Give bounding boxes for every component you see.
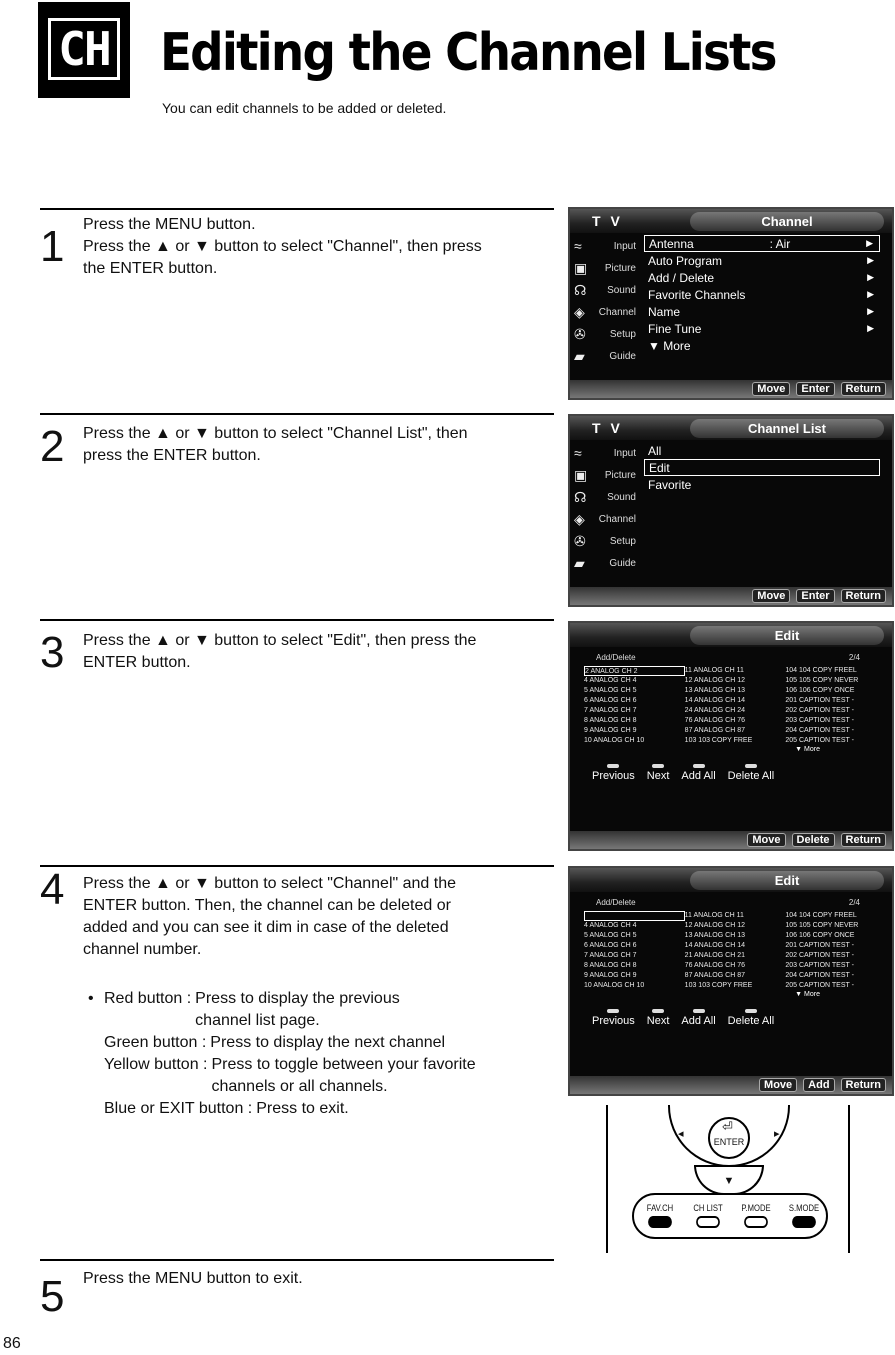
channel-item: 204 CAPTION TEST - [785, 727, 854, 734]
step-divider [40, 865, 554, 867]
add-all-button: Add All [681, 764, 715, 782]
hint-move: Move [747, 833, 785, 847]
hint-return: Return [841, 1078, 886, 1092]
step-line: Press the ▲ or ▼ button to select "Edit", then press the [83, 632, 477, 649]
guide-icon: ▰ [574, 554, 585, 571]
hint-move: Move [759, 1078, 797, 1092]
side-item-channel [570, 508, 644, 530]
edit-header [570, 647, 892, 666]
picture-icon: ▣ [574, 466, 588, 483]
menu-item-add-delete [644, 269, 880, 286]
osd-title: Channel [690, 212, 884, 231]
channel-item: 8 ANALOG CH 8 [584, 962, 637, 969]
step-number: 2 [40, 422, 65, 471]
page-number: 86 [3, 1335, 21, 1352]
step-number: 3 [40, 628, 65, 677]
channel-column [785, 911, 886, 991]
step-number: 1 [40, 222, 65, 271]
side-item-guide [570, 552, 644, 574]
step-line: Press the MENU button. [83, 216, 256, 233]
left-arrow-icon: ◂ [678, 1128, 684, 1140]
channel-item: 10 ANALOG CH 10 [584, 982, 645, 989]
hint-add: Add [803, 1078, 834, 1092]
menu-item-name [644, 303, 880, 320]
channel-item-deleted [584, 911, 685, 921]
step-divider [40, 619, 554, 621]
menu-item-favorite-channels [644, 286, 880, 303]
step-line: Press the ▲ or ▼ button to select "Channel" and the [83, 875, 457, 892]
osd-menu-list [644, 235, 892, 367]
tv-osd-channel-menu [568, 207, 894, 400]
menu-item-label: Fine Tune [648, 321, 702, 336]
button-label: P.MODE [741, 1203, 771, 1213]
input-icon: ≈ [574, 238, 582, 254]
osd-tv-label: T V [592, 420, 623, 436]
input-icon: ≈ [574, 445, 582, 461]
help-desc: Press to display the previous channel list page. [195, 990, 400, 1029]
channel-item: 6 ANALOG CH 6 [584, 942, 637, 949]
osd-title: Channel List [690, 419, 884, 438]
step-3-text [83, 630, 545, 674]
channel-item: 7 ANALOG CH 7 [584, 952, 637, 959]
page-subtitle: You can edit channels to be added or deleted. [162, 100, 447, 116]
menu-item-fine-tune [644, 320, 880, 337]
osd-body [570, 233, 892, 367]
menu-item-label: Favorite [648, 477, 692, 492]
channel-item: 12 ANALOG CH 12 [684, 922, 745, 929]
guide-icon: ▰ [574, 347, 585, 364]
remote-edge [848, 1105, 850, 1253]
channel-item: 2 ANALOG CH 2 [584, 666, 685, 676]
channel-item: 106 106 COPY ONCE [785, 932, 855, 939]
channel-item: 203 CAPTION TEST - [785, 717, 854, 724]
menu-item-more [644, 337, 880, 354]
next-button: Next [647, 1009, 670, 1027]
menu-item-antenna [644, 235, 880, 252]
side-item-picture [570, 464, 644, 486]
side-item-setup [570, 323, 644, 345]
side-item-label: Sound [607, 284, 636, 296]
osd-titlebar [570, 416, 892, 440]
channel-item: 104 104 COPY FREEL [785, 667, 857, 674]
side-item-guide [570, 345, 644, 367]
step-line: added and you can see it dim in case of the deleted [83, 919, 449, 936]
channel-column [685, 911, 786, 991]
button-label: CH LIST [693, 1203, 723, 1213]
tv-osd-edit-list [568, 621, 894, 851]
edit-color-buttons [570, 756, 892, 782]
side-item-label: Input [613, 240, 636, 252]
next-button: Next [647, 764, 670, 782]
side-item-label: Setup [609, 328, 636, 340]
channel-item: 5 ANALOG CH 5 [584, 932, 637, 939]
help-desc: Press to toggle between your favorite channels or all channels. [211, 1056, 476, 1095]
osd-titlebar [570, 623, 892, 647]
channel-item: 14 ANALOG CH 14 [684, 942, 745, 949]
bullet: • [88, 990, 94, 1007]
menu-item-label: Favorite Channels [648, 287, 746, 302]
channel-grid [570, 666, 892, 746]
channel-item: 4 ANALOG CH 4 [584, 677, 637, 684]
channel-item: 103 103 COPY FREE [684, 982, 753, 989]
menu-item-favorite [644, 476, 880, 493]
side-item-input [570, 235, 644, 257]
help-key: Red button : [104, 990, 192, 1007]
channel-item: 9 ANALOG CH 9 [584, 972, 637, 979]
step-number: 5 [40, 1272, 65, 1321]
channel-grid [570, 911, 892, 991]
tv-osd-channel-list [568, 414, 894, 607]
help-row [88, 988, 538, 1032]
tv-osd-edit-list-deleted [568, 866, 894, 1096]
hint-move: Move [752, 589, 790, 603]
osd-hint-bar [570, 587, 892, 605]
chapter-badge-label: CH [48, 18, 120, 80]
osd-hint-bar [570, 1076, 892, 1094]
osd-titlebar [570, 868, 892, 892]
help-row [88, 1098, 538, 1120]
channel-item: 106 106 COPY ONCE [785, 687, 855, 694]
channel-item: 204 CAPTION TEST - [785, 972, 854, 979]
side-item-label: Guide [609, 350, 636, 362]
delete-all-button: Delete All [728, 764, 774, 782]
menu-item-label: Antenna [649, 236, 694, 251]
step-number: 4 [40, 865, 65, 914]
side-item-channel [570, 301, 644, 323]
channel-item: 105 105 COPY NEVER [785, 677, 859, 684]
menu-item-all [644, 442, 880, 459]
step-line: Press the ▲ or ▼ button to select "Channel List", then [83, 425, 468, 442]
channel-item: 13 ANALOG CH 13 [684, 687, 745, 694]
edit-mode-label: Add/Delete [596, 653, 636, 662]
help-desc: Press to exit. [256, 1100, 349, 1117]
side-item-label: Setup [609, 535, 636, 547]
osd-side-menu [570, 442, 644, 574]
osd-title: Edit [690, 871, 884, 890]
channel-item: 5 ANALOG CH 5 [584, 687, 637, 694]
menu-item-label: ▼ More [648, 338, 691, 353]
channel-item: 9 ANALOG CH 9 [584, 727, 637, 734]
down-arrow-button: ▼ [694, 1165, 764, 1195]
arrow-right-icon: ▶ [866, 238, 873, 248]
edit-color-buttons [570, 1001, 892, 1027]
sound-icon: ☊ [574, 488, 587, 505]
add-all-button: Add All [681, 1009, 715, 1027]
side-item-sound [570, 486, 644, 508]
previous-button: Previous [592, 1009, 635, 1027]
channel-item: 201 CAPTION TEST - [785, 942, 854, 949]
osd-menu-list [644, 442, 892, 574]
channel-item: 202 CAPTION TEST - [785, 707, 854, 714]
step-2-text [83, 423, 545, 467]
hint-enter: Enter [796, 589, 834, 603]
arrow-right-icon: ▶ [867, 323, 874, 333]
osd-title: Edit [690, 626, 884, 645]
channel-item: 14 ANALOG CH 14 [684, 697, 745, 704]
menu-item-value: : Air [769, 236, 791, 251]
menu-item-label: Auto Program [648, 253, 723, 268]
hint-return: Return [841, 589, 886, 603]
side-item-label: Channel [598, 306, 636, 318]
step-line: Press the ▲ or ▼ button to select "Channel", then press [83, 238, 482, 255]
channel-column [584, 666, 685, 746]
menu-item-label: Edit [649, 460, 670, 475]
step-divider [40, 208, 554, 210]
arrow-right-icon: ▶ [867, 272, 874, 282]
fav-ch-button [643, 1203, 677, 1228]
channel-item: 201 CAPTION TEST - [785, 697, 854, 704]
help-key: Yellow button : [104, 1056, 208, 1073]
side-item-label: Picture [604, 262, 636, 274]
remote-control-illustration [598, 1105, 860, 1253]
color-button-help [88, 988, 538, 1120]
s-mode-button [787, 1203, 821, 1228]
setup-icon: ✇ [574, 532, 586, 549]
osd-body [570, 440, 892, 574]
channel-item: 76 ANALOG CH 76 [684, 962, 745, 969]
previous-button: Previous [592, 764, 635, 782]
step-divider [40, 413, 554, 415]
setup-icon: ✇ [574, 325, 586, 342]
menu-item-label: All [648, 443, 662, 458]
channel-icon: ◈ [574, 303, 585, 320]
edit-page-indicator: 2/4 [848, 898, 860, 907]
menu-item-edit [644, 459, 880, 476]
button-shape [696, 1216, 720, 1228]
enter-button: ENTER [708, 1117, 750, 1159]
channel-item: 205 CAPTION TEST - [785, 737, 854, 744]
arrow-right-icon: ▶ [867, 255, 874, 265]
channel-item: 7 ANALOG CH 7 [584, 707, 637, 714]
menu-item-auto-program [644, 252, 880, 269]
osd-hint-bar [570, 380, 892, 398]
channel-item: 6 ANALOG CH 6 [584, 697, 637, 704]
remote-edge [606, 1105, 608, 1253]
channel-item: 11 ANALOG CH 11 [684, 667, 744, 674]
help-desc: Press to display the next channel [210, 1034, 446, 1051]
channel-item: 11 ANALOG CH 11 [684, 912, 744, 919]
chapter-badge [38, 2, 130, 98]
step-4-text [83, 873, 545, 961]
edit-mode-label: Add/Delete [596, 898, 636, 907]
side-item-label: Picture [604, 469, 636, 481]
right-arrow-icon: ▸ [774, 1128, 780, 1140]
channel-icon: ◈ [574, 510, 585, 527]
channel-item: 103 103 COPY FREE [684, 737, 753, 744]
side-item-input [570, 442, 644, 464]
menu-item-label: Name [648, 304, 681, 319]
arrow-right-icon: ▶ [867, 289, 874, 299]
channel-item: 203 CAPTION TEST - [785, 962, 854, 969]
hint-move: Move [752, 382, 790, 396]
osd-tv-label: T V [592, 213, 623, 229]
osd-side-menu [570, 235, 644, 367]
help-row [88, 1032, 538, 1054]
help-key: Blue or EXIT button : [104, 1100, 253, 1117]
channel-item: 104 104 COPY FREEL [785, 912, 857, 919]
edit-page-indicator: 2/4 [848, 653, 860, 662]
picture-icon: ▣ [574, 259, 588, 276]
hint-return: Return [841, 833, 886, 847]
hint-enter: Enter [796, 382, 834, 396]
step-1-text [83, 214, 545, 280]
osd-titlebar [570, 209, 892, 233]
osd-hint-bar [570, 831, 892, 849]
channel-item: 24 ANALOG CH 24 [684, 707, 745, 714]
step-5-text [83, 1268, 545, 1290]
channel-item: 4 ANALOG CH 4 [584, 922, 637, 929]
button-shape [648, 1216, 672, 1228]
channel-item: 12 ANALOG CH 12 [684, 677, 745, 684]
hint-return: Return [841, 382, 886, 396]
step-line: press the ENTER button. [83, 447, 261, 464]
channel-item: 13 ANALOG CH 13 [684, 932, 745, 939]
help-row [88, 1054, 538, 1098]
help-key: Green button : [104, 1034, 207, 1051]
channel-item: 87 ANALOG CH 87 [684, 727, 745, 734]
edit-header [570, 892, 892, 911]
channel-item: 87 ANALOG CH 87 [684, 972, 745, 979]
channel-column [785, 666, 886, 746]
step-line: channel number. [83, 941, 202, 958]
side-item-picture [570, 257, 644, 279]
step-line: ENTER button. Then, the channel can be deleted or [83, 897, 451, 914]
p-mode-button [739, 1203, 773, 1228]
side-item-label: Guide [609, 557, 636, 569]
channel-item: 8 ANALOG CH 8 [584, 717, 637, 724]
channel-item: 76 ANALOG CH 76 [684, 717, 745, 724]
hint-delete: Delete [792, 833, 835, 847]
arrow-right-icon: ▶ [867, 306, 874, 316]
sound-icon: ☊ [574, 281, 587, 298]
button-shape [792, 1216, 816, 1228]
delete-all-button: Delete All [728, 1009, 774, 1027]
side-item-label: Input [613, 447, 636, 459]
step-line: the ENTER button. [83, 260, 218, 277]
channel-item: 10 ANALOG CH 10 [584, 737, 645, 744]
side-item-setup [570, 530, 644, 552]
channel-column [685, 666, 786, 746]
menu-item-label: Add / Delete [648, 270, 715, 285]
enter-icon: ⏎ [722, 1119, 733, 1134]
button-shape [744, 1216, 768, 1228]
channel-item: 105 105 COPY NEVER [785, 922, 859, 929]
page-title: Editing the Channel Lists [160, 23, 776, 83]
more-indicator: ▼ More [795, 991, 820, 998]
side-item-label: Channel [598, 513, 636, 525]
ch-list-button [691, 1203, 725, 1228]
side-item-label: Sound [607, 491, 636, 503]
step-divider [40, 1259, 554, 1261]
side-item-sound [570, 279, 644, 301]
step-line: ENTER button. [83, 654, 191, 671]
step-line: Press the MENU button to exit. [83, 1270, 303, 1287]
button-label: S.MODE [788, 1203, 820, 1213]
button-label: FAV.CH [646, 1203, 674, 1213]
channel-item: 205 CAPTION TEST - [785, 982, 854, 989]
channel-item: 202 CAPTION TEST - [785, 952, 854, 959]
channel-column [584, 911, 685, 991]
channel-item: 21 ANALOG CH 21 [684, 952, 745, 959]
more-indicator: ▼ More [795, 746, 820, 753]
